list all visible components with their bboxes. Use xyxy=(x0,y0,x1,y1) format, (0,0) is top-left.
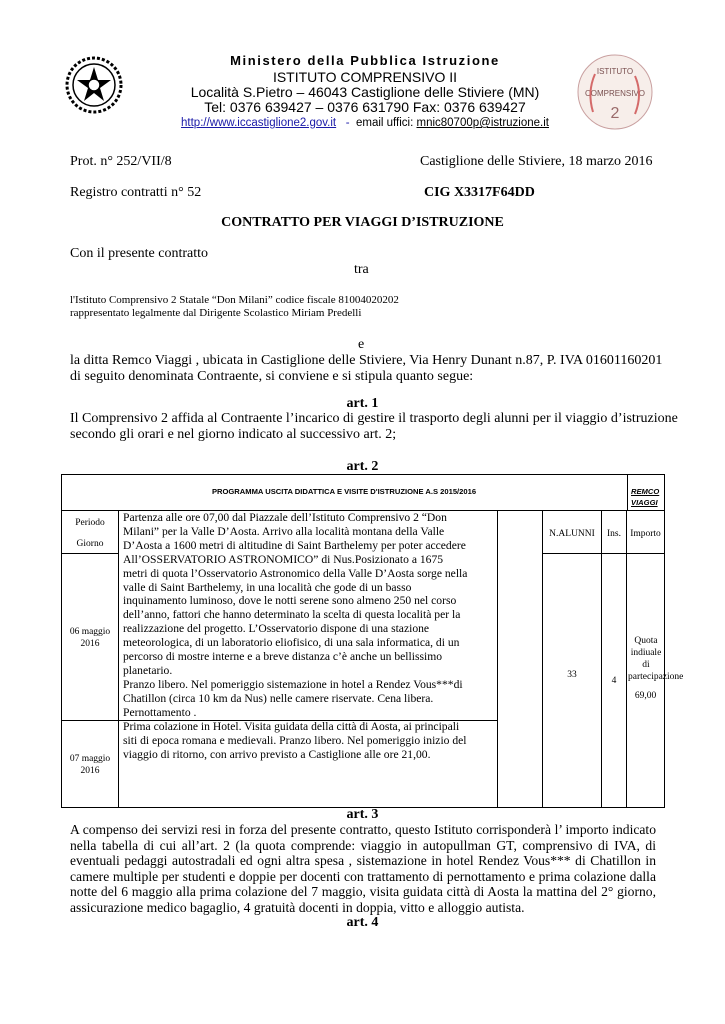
svg-text:COMPRENSIVO: COMPRENSIVO xyxy=(584,89,646,98)
text-line: meteorologica, di un laboratorio eliofisico, di una sala informatica, di un xyxy=(123,636,460,650)
text-line: eventuali pedaggi autostradali ed ogni altra spesa , sistemazione in hotel Rendez Vous*** di Chatillon in xyxy=(70,853,656,869)
giorno-label: Giorno xyxy=(76,539,104,549)
text-line: All’OSSERVATORIO ASTRONOMICO” di Nus.Posizionato a 1675 xyxy=(123,552,444,566)
text-line: planetario. xyxy=(123,663,173,677)
text-line: Milani” per la Valle D’Aosta. Arrivo alla località montana della Valle xyxy=(123,524,445,538)
tra-text: tra xyxy=(354,262,369,277)
website-link[interactable]: http://www.iccastiglione2.gov.it xyxy=(181,117,337,129)
art4-title: art. 4 xyxy=(346,915,379,930)
text-line: viaggio di ritorno, con arrivo previsto a Castiglione alle ore 21,00. xyxy=(123,747,431,761)
text-line: nella tabella di cui all’art. 2 (la quota comprende: viaggio in autopullman GT, comprensivo di IVA, di xyxy=(70,837,656,853)
table-title: PROGRAMMA USCITA DIDATTICA E VISITE D'ISTRUZIONE A.S 2015/2016 xyxy=(211,487,477,496)
text-line: dell’anno, fattori che hanno determinato la scelta di questa località per la xyxy=(123,608,461,622)
row-divider xyxy=(61,553,119,554)
school-logo-icon xyxy=(575,52,655,132)
col-alunni: N.ALUNNI xyxy=(549,529,595,539)
svg-text:ISTITUTO: ISTITUTO xyxy=(596,67,634,76)
text-line: notte del 6 maggio alla prima colazione del 7 maggio, visita guidata città di Aosta la mattina del 2° giorno, xyxy=(70,884,656,900)
text-line: siti di epoca romana e medievali. Pranzo libero. Nel pomeriggio inizio del xyxy=(123,733,467,747)
col-divider xyxy=(118,511,119,808)
provider-name: REMCO VIAGGI xyxy=(631,487,660,507)
party1-line2: rappresentato legalmente dal Dirigente Scolastico Miriam Predelli xyxy=(70,307,362,319)
text-line: realizzazione del progetto. L’Osservatorio dispone di una stazione xyxy=(123,622,430,636)
day1-date: 06 maggio 2016 xyxy=(69,627,111,649)
cig-code: CIG X3317F64DD xyxy=(424,185,535,200)
alunni-value: 33 xyxy=(567,670,577,680)
art1-title: art. 1 xyxy=(346,396,379,411)
ministry-name: Ministero della Pubblica Istruzione xyxy=(230,53,500,68)
col-divider xyxy=(601,511,602,808)
day2-date: 07 maggio 2016 xyxy=(69,754,111,776)
document-title: CONTRATTO PER VIAGGI D’ISTRUZIONE xyxy=(221,215,504,230)
importo-label: Quota indiuale di partecipazione xyxy=(628,636,684,682)
email-label: email uffici: xyxy=(355,117,414,129)
col-importo: Importo xyxy=(630,529,661,539)
col-divider xyxy=(626,511,627,808)
intro-text: Con il presente contratto xyxy=(70,246,209,261)
art1-line2: secondo gli orari e nel giorno indicato al successivo art. 2; xyxy=(70,427,397,442)
school-name: ISTITUTO COMPRENSIVO II xyxy=(272,69,458,85)
party2-line2: di seguito denominata Contraente, si conviene e si stipula quanto segue: xyxy=(70,369,474,384)
party1-line1: l'Istituto Comprensivo 2 Statale “Don Milani” codice fiscale 81004020202 xyxy=(70,294,399,306)
periodo-label: Periodo xyxy=(75,518,105,528)
text-line: Partenza alle ore 07,00 dal Piazzale dell’Istituto Comprensivo 2 “Don xyxy=(123,511,447,524)
text-line: inquinamento luminoso, dove le notti serene sono almeno 250 nel corso xyxy=(123,594,457,608)
school-address: Località S.Pietro – 46043 Castiglione delle Stiviere (MN) xyxy=(190,84,540,100)
text-line: metri di quota l’Osservatorio Astronomico della Valle D’Aosta sorge nella xyxy=(123,566,468,580)
place-date: Castiglione delle Stiviere, 18 marzo 2016 xyxy=(420,154,653,169)
school-phone: Tel: 0376 639427 – 0376 631790 Fax: 0376 639427 xyxy=(204,99,526,115)
text-line: Pranzo libero. Nel pomeriggio sistemazione in hotel a Rendez Vous***di xyxy=(123,677,463,691)
col-divider xyxy=(542,511,543,808)
text-line: Pernottamento . xyxy=(123,705,197,719)
svg-text:2: 2 xyxy=(610,105,620,122)
art2-title: art. 2 xyxy=(346,459,379,474)
text-line: valle di Saint Barthelemy, in una località che gode di un basso xyxy=(123,580,412,594)
text-line: A compenso dei servizi resi in forza del presente contratto, questo Istituto corrisponderà l’ importo indicato xyxy=(70,822,656,837)
text-line: D’Aosta a 1600 metri di altitudine di Saint Barthelemy per poter accedere xyxy=(123,538,466,552)
row-divider xyxy=(542,553,665,554)
e-text: e xyxy=(358,337,365,352)
text-line: percorso di mostre interne e a breve distanza c’è anche un bellissimo xyxy=(123,650,443,664)
text-line: assicurazione medico bagaglio, 4 gratuità docenti in doppia, vitto e alloggio autista. xyxy=(70,899,525,915)
importo-value: 69,00 xyxy=(634,691,657,701)
separator: - xyxy=(345,117,350,129)
republic-emblem-icon xyxy=(64,55,124,115)
party2-line1: la ditta Remco Viaggi , ubicata in Castiglione delle Stiviere, Via Henry Dunant n.87, P. IVA 01601160201 xyxy=(70,353,663,368)
text-line: Chatillon (circa 10 km da Nus) nelle camere riservate. Cena libera. xyxy=(123,691,434,705)
day1-description xyxy=(123,511,495,720)
art1-line1: Il Comprensivo 2 affida al Contraente l’incarico di gestire il trasporto degli alunni per il viaggio d’istruzione xyxy=(70,411,678,426)
text-line: Prima colazione in Hotel. Visita guidata della città di Aosta, ai principali xyxy=(123,720,460,733)
col-ins: Ins. xyxy=(607,529,621,539)
email-address[interactable]: mnic80700p@istruzione.it xyxy=(416,117,549,129)
col-divider xyxy=(497,511,498,808)
register-number: Registro contratti n° 52 xyxy=(70,185,202,200)
art3-body xyxy=(70,822,656,916)
text-line: camere multiple per studenti e doppie per docenti con trattamento di pernottamento e prima colazione dalla xyxy=(70,868,656,884)
art3-title: art. 3 xyxy=(346,807,379,822)
contact-line xyxy=(150,115,580,131)
ins-value: 4 xyxy=(611,676,617,686)
protocol-number: Prot. n° 252/VII/8 xyxy=(70,154,172,169)
day2-description xyxy=(123,720,495,762)
